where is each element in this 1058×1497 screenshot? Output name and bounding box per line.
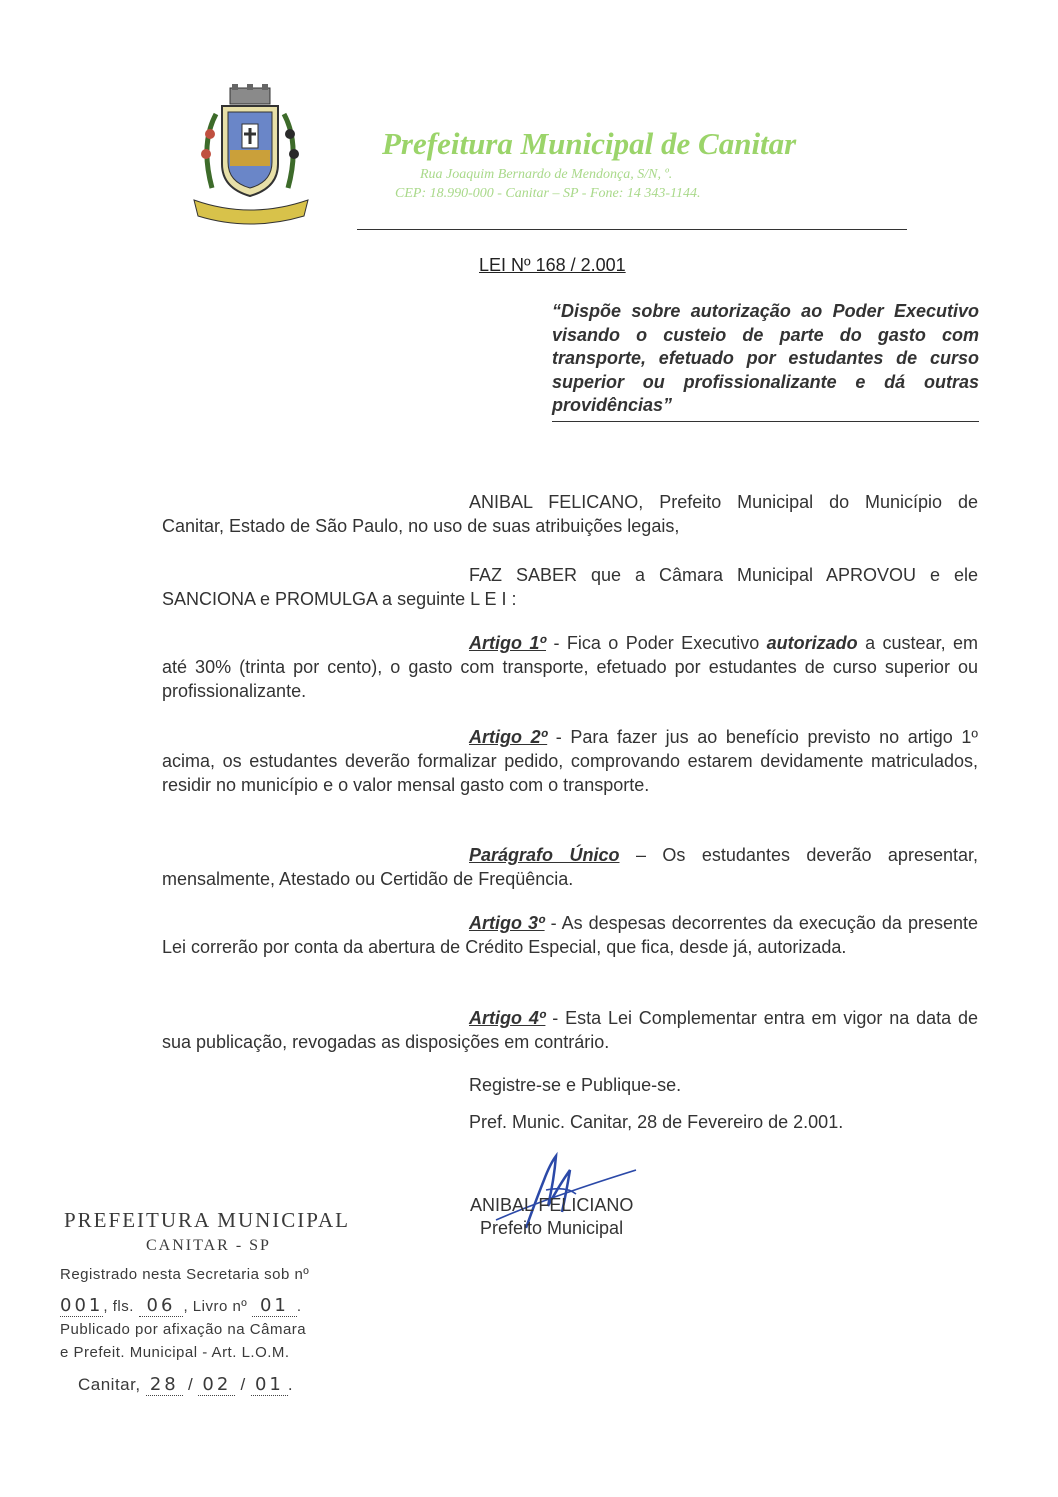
letterhead-address: Rua Joaquim Bernardo de Mendonça, S/N, º. bbox=[420, 167, 673, 182]
article-2-text: - Para fazer jus ao benefício previsto no artigo 1º acima, os estudantes deverão formalizar pedido, comprovando estarem devidamente matriculados, residir no município e o valor mensal gasto com o transporte. bbox=[162, 727, 978, 795]
article-1-text-b: a custear, em até 30% (trinta por cento), o gasto com transporte, efetuado por estudantes de curso superior ou profissionalizante. bbox=[162, 633, 979, 701]
stamp-registration-number: 001 bbox=[60, 1295, 104, 1316]
stamp-date-year: 01 bbox=[251, 1374, 288, 1396]
article-1-emphasis: autorizado bbox=[766, 633, 858, 653]
stamp-fls-label: , fls. bbox=[103, 1298, 134, 1315]
article-3 bbox=[162, 911, 978, 959]
stamp-published-line: Publicado por afixação na Câmara bbox=[60, 1321, 307, 1338]
header-divider bbox=[357, 229, 907, 230]
stamp-date-line: Canitar, 28 / 02 / 01 . bbox=[78, 1374, 294, 1395]
article-4-label: Artigo 4º bbox=[469, 1008, 546, 1028]
stamp-registered-line: Registrado nesta Secretaria sob nº bbox=[60, 1266, 310, 1283]
stamp-heading: PREFEITURA MUNICIPAL bbox=[64, 1208, 351, 1232]
article-1 bbox=[162, 631, 978, 703]
preamble-paragraph bbox=[162, 490, 978, 538]
sole-paragraph-label: Parágrafo Único bbox=[469, 845, 620, 865]
article-4 bbox=[162, 1006, 978, 1054]
article-3-label: Artigo 3º bbox=[469, 913, 545, 933]
article-3-text: - As despesas decorrentes da execução da presente Lei correrão por conta da abertura de Crédito Especial, que fica, desde já, autorizada. bbox=[162, 913, 978, 957]
enactment-paragraph bbox=[162, 563, 978, 611]
date-line: Pref. Munic. Canitar, 28 de Fevereiro de 2.001. bbox=[469, 1112, 844, 1132]
stamp-livro-number: 01 bbox=[252, 1295, 297, 1317]
municipal-coat-of-arms bbox=[186, 84, 316, 234]
stamp-number-line: 001, fls. 06 , Livro nº 01 . bbox=[60, 1295, 302, 1316]
letterhead-contact: CEP: 18.990-000 - Canitar – SP - Fone: 14 343-1144. bbox=[395, 186, 701, 201]
law-title: LEI Nº 168 / 2.001 bbox=[479, 255, 626, 275]
enactment-first-line: FAZ SABER que a Câmara Municipal APROVOU e ele bbox=[469, 565, 978, 585]
article-2-label: Artigo 2º bbox=[469, 727, 548, 747]
article-2 bbox=[162, 725, 978, 797]
signatory-role: Prefeito Municipal bbox=[480, 1218, 624, 1238]
stamp-date-day: 28 bbox=[146, 1374, 183, 1396]
article-1-text-a: - Fica o Poder Executivo bbox=[546, 633, 767, 653]
stamp-livro-label: , Livro nº bbox=[183, 1298, 248, 1315]
article-1-label: Artigo 1º bbox=[469, 633, 547, 653]
article-4-text: - Esta Lei Complementar entra em vigor na data de sua publicação, revogadas as disposições em contrário. bbox=[162, 1008, 978, 1052]
preamble-first-line: ANIBAL FELICANO, Prefeito Municipal do Município de bbox=[469, 492, 978, 512]
stamp-fls-number: 06 bbox=[139, 1295, 184, 1317]
stamp-canitar-label: Canitar, bbox=[78, 1375, 141, 1394]
stamp-date-month: 02 bbox=[198, 1374, 235, 1396]
signatory-name: ANIBAL FELICIANO bbox=[470, 1195, 634, 1215]
stamp-article-line: e Prefeit. Municipal - Art. L.O.M. bbox=[60, 1344, 290, 1361]
register-publish-line: Registre-se e Publique-se. bbox=[469, 1075, 682, 1095]
law-ementa: “Dispõe sobre autorização ao Poder Executivo visando o custeio de parte do gasto com transporte, efetuado por estudantes de curso superior ou profissionalizante e dá outras providências” bbox=[552, 300, 979, 422]
letterhead-title: Prefeitura Municipal de Canitar bbox=[382, 126, 797, 161]
sole-paragraph bbox=[162, 843, 978, 891]
registration-stamp bbox=[57, 1205, 397, 1405]
sole-paragraph-text: – Os estudantes deverão apresentar, mensalmente, Atestado ou Certidão de Freqüência. bbox=[162, 845, 978, 889]
enactment-rest: SANCIONA e PROMULGA a seguinte L E I : bbox=[162, 589, 517, 609]
preamble-rest: Canitar, Estado de São Paulo, no uso de suas atribuições legais, bbox=[162, 516, 680, 536]
stamp-subheading: CANITAR - SP bbox=[146, 1237, 271, 1254]
